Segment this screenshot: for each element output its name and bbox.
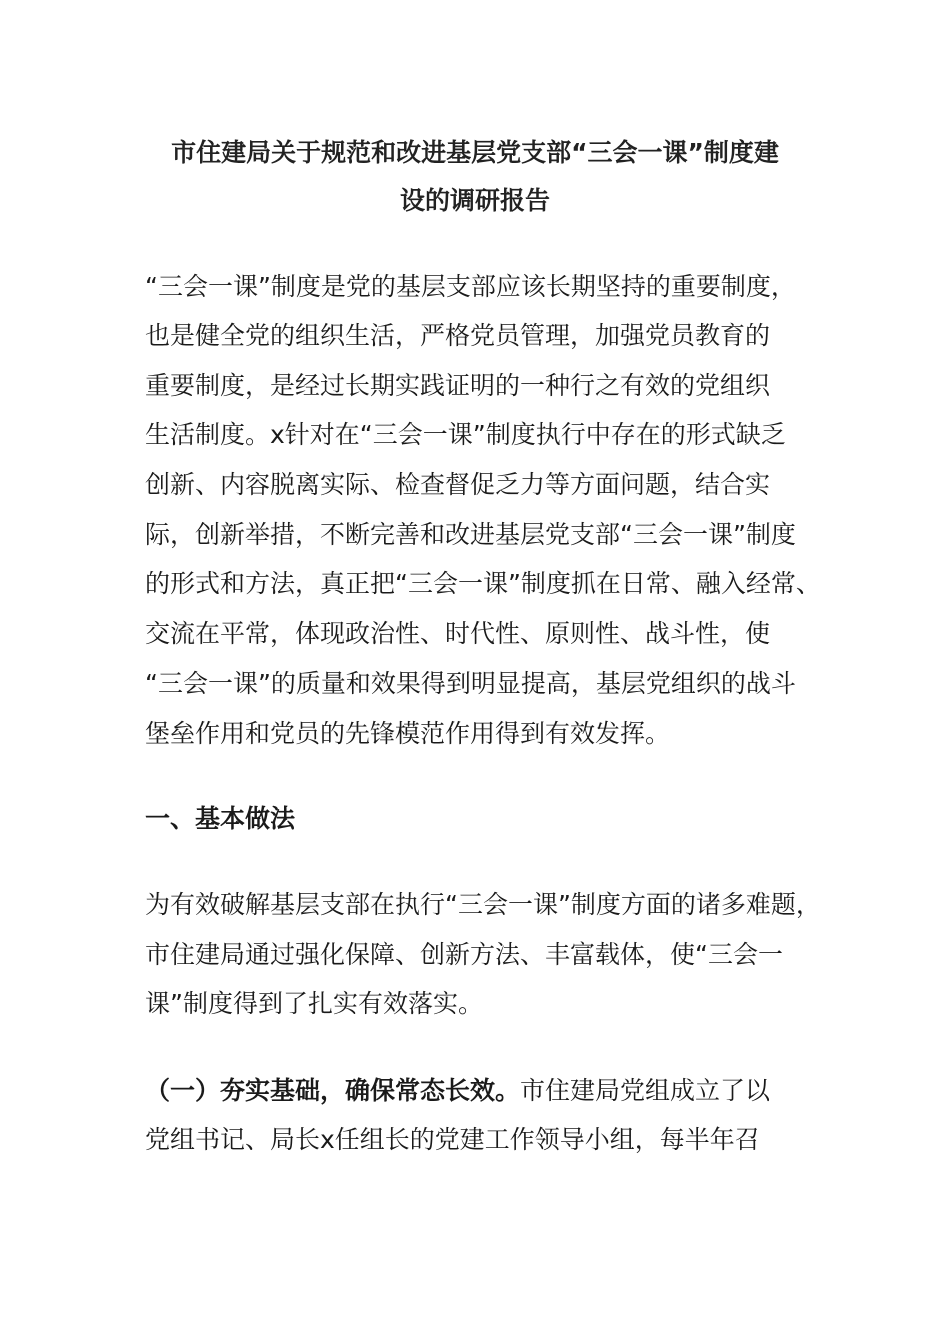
text-line: “三会一课”制度是党的基层支部应该长期坚持的重要制度， xyxy=(145,272,796,301)
text-line: 为有效破解基层支部在执行“三会一课”制度方面的诸多难题， xyxy=(145,890,821,919)
text-line: “三会一课”的质量和效果得到明显提高，基层党组织的战斗 xyxy=(145,669,796,698)
text-line: 际，创新举措，不断完善和改进基层党支部“三会一课”制度 xyxy=(145,520,796,549)
document-title-line-2: 设的调研报告 xyxy=(399,186,550,215)
subsection-text: 市住建局党组成立了以 xyxy=(520,1076,771,1105)
text-line: 市住建局通过强化保障、创新方法、丰富载体，使“三会一 xyxy=(145,940,783,969)
text-line: 的形式和方法，真正把“三会一课”制度抓在日常、融入经常、 xyxy=(145,569,821,598)
text-line: 党组书记、局长x任组长的党建工作领导小组，每半年召 xyxy=(145,1125,760,1154)
text-line xyxy=(145,1076,770,1106)
text-line: 重要制度，是经过长期实践证明的一种行之有效的党组织 xyxy=(145,371,771,400)
text-line: 堡垒作用和党员的先锋模范作用得到有效发挥。 xyxy=(145,719,671,748)
subsection-heading: （一）夯实基础，确保常态长效。 xyxy=(145,1076,521,1105)
section-heading: 一、基本做法 xyxy=(145,804,296,833)
text-line: 交流在平常，体现政治性、时代性、原则性、战斗性，使 xyxy=(145,619,771,648)
document-title-line-1: 市住建局关于规范和改进基层党支部“三会一课”制度建 xyxy=(171,138,779,167)
text-line: 创新、内容脱离实际、检查督促乏力等方面问题，结合实 xyxy=(145,470,771,499)
text-line: 生活制度。x针对在“三会一课”制度执行中存在的形式缺乏 xyxy=(145,420,786,449)
text-line: 课”制度得到了扎实有效落实。 xyxy=(145,989,483,1018)
text-line: 也是健全党的组织生活，严格党员管理，加强党员教育的 xyxy=(145,321,771,350)
